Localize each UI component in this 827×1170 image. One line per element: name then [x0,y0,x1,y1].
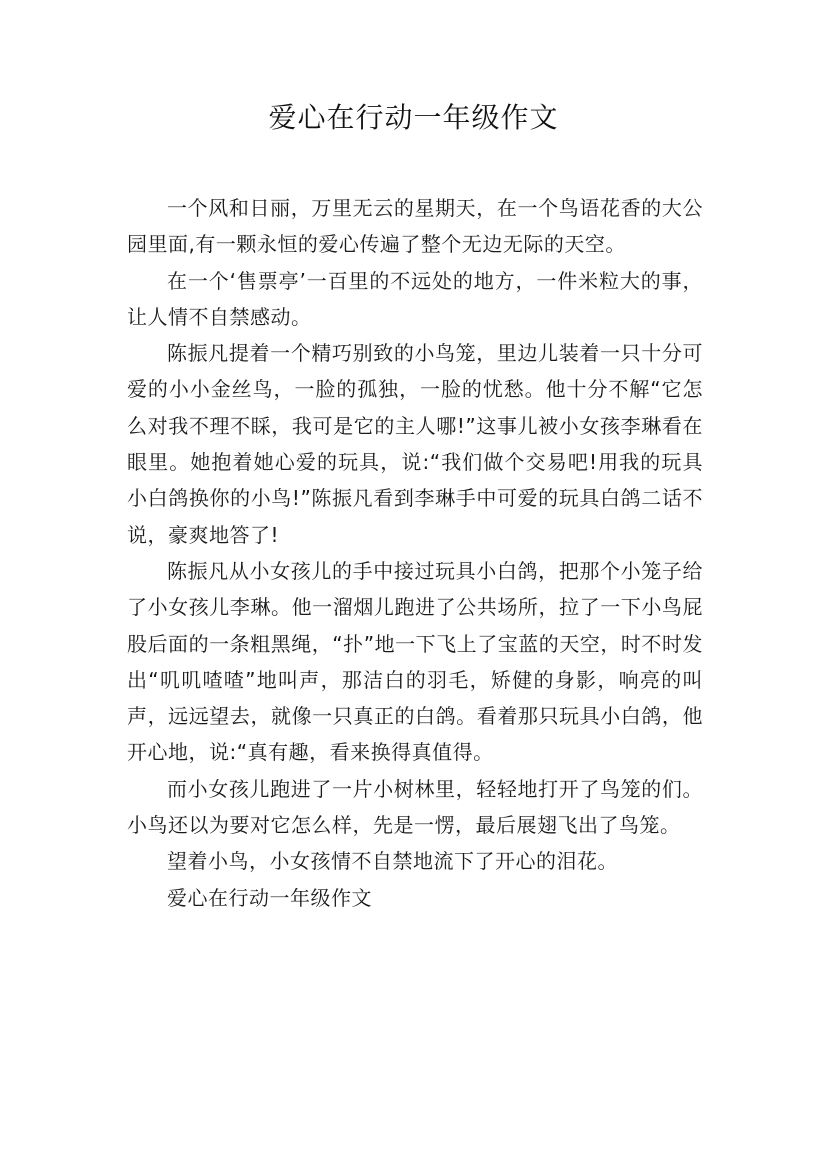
paragraph: 在一个‘售票亭’一百里的不远处的地方，一件米粒大的事，让人情不自禁感动。 [127,268,703,329]
document-body [127,190,703,916]
paragraph: 陈振凡提着一个精巧别致的小鸟笼，里边儿装着一只十分可爱的小小金丝鸟，一脸的孤独，一脸的忧愁。他十分不解“它怎么对我不理不睬，我可是它的主人哪!”这事儿被小女孩李琳看在眼里。她抱着她心爱的玩具，说:“我们做个交易吧!用我的玩具小白鸽换你的小鸟!”陈振凡看到李琳手中可爱的玩具白鸽二话不说，豪爽地答了! [127,341,703,547]
paragraph: 一个风和日丽，万里无云的星期天，在一个鸟语花香的大公园里面,有一颗永恒的爱心传遍了整个无边无际的天空。 [127,196,703,257]
document-title: 爱心在行动一年级作文 [268,101,559,134]
paragraph: 望着小鸟，小女孩情不自禁地流下了开心的泪花。 [167,849,618,874]
paragraph-closing-title: 爱心在行动一年级作文 [167,885,372,910]
paragraph: 陈振凡从小女孩儿的手中接过玩具小白鸽，把那个小笼子给了小女孩儿李琳。他一溜烟儿跑进了公共场所，拉了一下小鸟屁股后面的一条粗黑绳，“扑”地一下飞上了宝蓝的天空，时不时发出“叽叽喳喳”地叫声，那洁白的羽毛，矫健的身影，响亮的叫声，远远望去，就像一只真正的白鸽。看着那只玩具小白鸽，他开心地，说:“真有趣，看来换得真值得。 [127,558,703,765]
paragraph: 而小女孩儿跑进了一片小树林里，轻轻地打开了鸟笼的们。小鸟还以为要对它怎么样，先是一愣，最后展翅飞出了鸟笼。 [127,776,703,838]
